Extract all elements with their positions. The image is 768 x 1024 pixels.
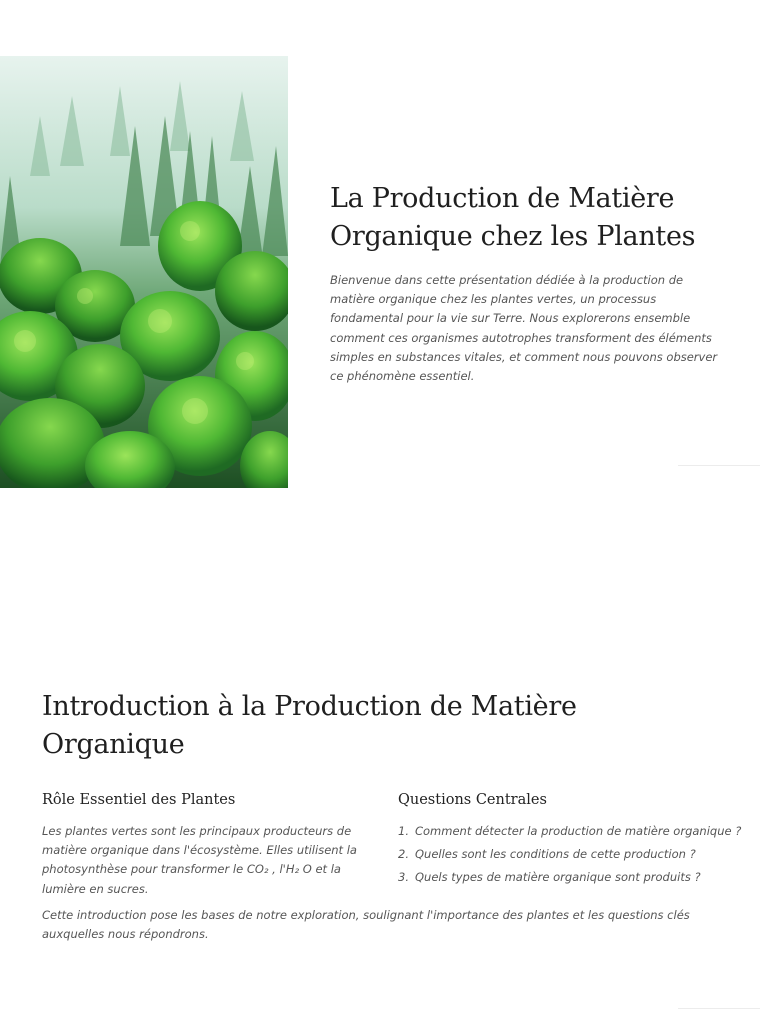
list-item — [398, 822, 766, 841]
list-item-number: 2. — [398, 847, 409, 862]
section-title: Introduction à la Production de Matière Organique — [42, 691, 577, 760]
list-item-number: 3. — [398, 870, 409, 885]
questions-list — [398, 822, 766, 892]
conclusion-paragraph: Cette introduction pose les bases de notre exploration, soulignant l'importance des plantes et les questions clés auxquelles nous répondrons. — [42, 908, 690, 942]
slide-introduction — [0, 512, 768, 1024]
left-column-heading: Rôle Essentiel des Plantes — [42, 792, 236, 808]
divider-line — [678, 465, 760, 466]
list-item — [398, 845, 766, 864]
misty-forest-photo — [0, 56, 288, 488]
left-column-text: Les plantes vertes sont les principaux producteurs de matière organique dans l'écosystème. Elles utilisent la photosynthèse pour transformer le CO₂ , l'H₂ O et la lumière en sucres. — [42, 824, 357, 896]
forest-image — [0, 56, 288, 488]
list-item-text: Comment détecter la production de matière organique ? — [414, 824, 742, 838]
list-item-text: Quels types de matière organique sont produits ? — [414, 870, 701, 885]
right-column-heading: Questions Centrales — [398, 792, 547, 808]
intro-paragraph: Bienvenue dans cette présentation dédiée à la production de matière organique chez les plantes vertes, un processus fondamental pour la vie sur Terre. Nous explorerons ensemble comment ces organismes autotrophes transforment des éléments simples en substances vitales, et comment nous pouvons observer ce phénomène essentiel. — [330, 273, 718, 384]
divider-line — [678, 1008, 760, 1009]
list-item — [398, 868, 766, 887]
page-title: La Production de Matière Organique chez les Plantes — [330, 183, 696, 252]
list-item-number: 1. — [398, 824, 409, 838]
list-item-text: Quelles sont les conditions de cette production ? — [414, 847, 696, 862]
